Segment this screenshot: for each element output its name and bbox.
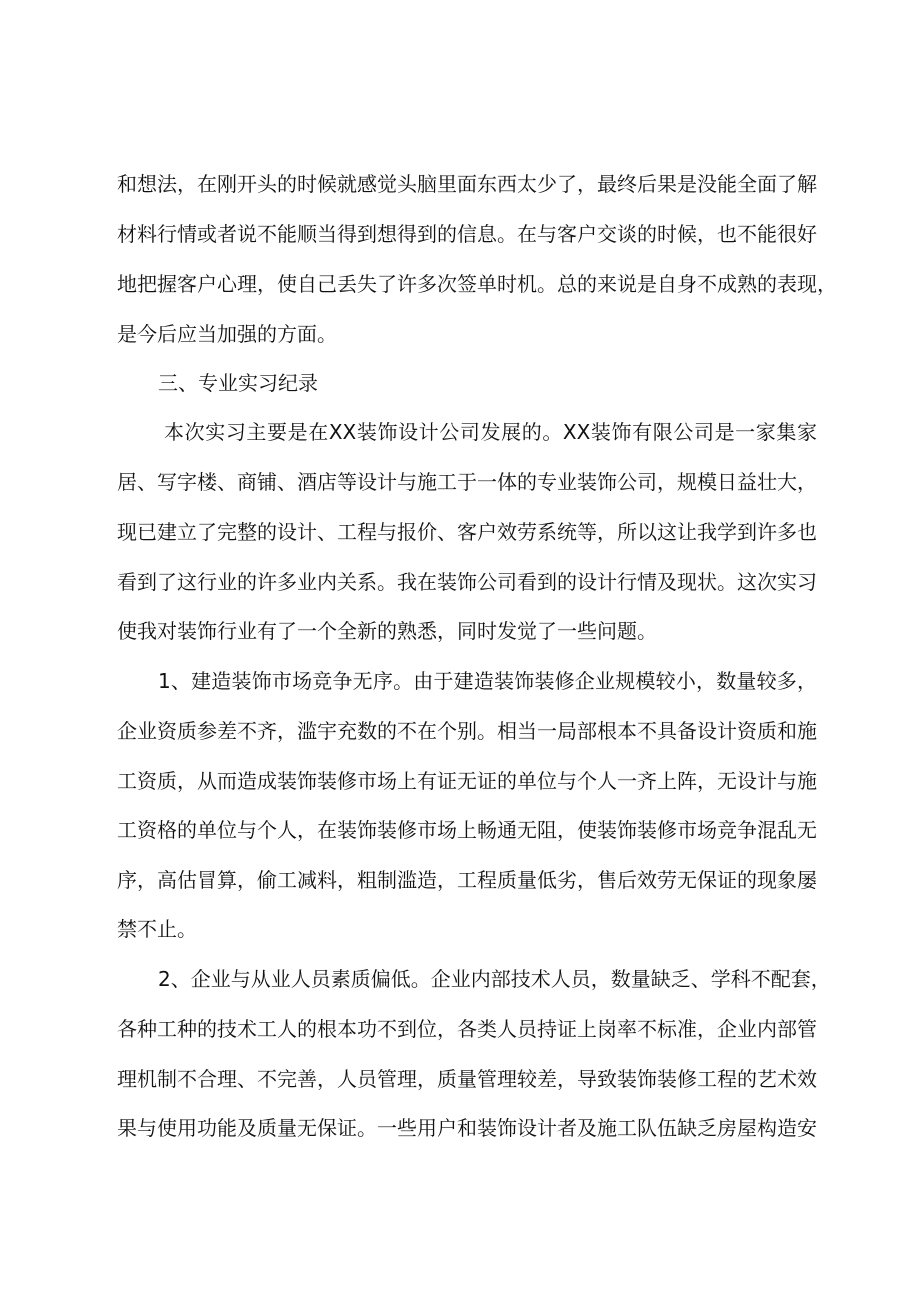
text-line-19: 理机制不合理、不完善，人员管理，质量管理较差，导致装饰装修工程的艺术效 xyxy=(117,1067,817,1091)
section-heading: 三、专业实习纪录 xyxy=(158,371,318,395)
text-line-4: 是今后应当加强的方面。 xyxy=(117,322,337,346)
text-line-12: 企业资质参差不齐，滥宇充数的不在个别。相当一局部根本不具备设计资质和施 xyxy=(117,719,817,743)
text-line-18: 各种工种的技术工人的根本功不到位，各类人员持证上岗率不标准，企业内部管 xyxy=(117,1017,817,1041)
text-line-20: 果与使用功能及质量无保证。一些用户和装饰设计者及施工队伍缺乏房屋构造安 xyxy=(117,1116,817,1140)
text-line-1: 和想法，在刚开头的时候就感觉头脑里面东西太少了，最终后果是没能全面了解 xyxy=(117,172,817,196)
text-line-9: 看到了这行业的许多业内关系。我在装饰公司看到的设计行情及现状。这次实习 xyxy=(117,570,817,594)
text-line-17: 2、企业与从业人员素质偏低。企业内部技术人员，数量缺乏、学科不配套， xyxy=(158,967,831,991)
text-line-15: 序，高估冒算，偷工减料，粗制滥造，工程质量低劣，售后效劳无保证的现象屡 xyxy=(117,868,817,892)
text-line-2: 材料行情或者说不能顺当得到想得到的信息。在与客户交谈的时候，也不能很好 xyxy=(117,222,817,246)
text-line-14: 工资格的单位与个人，在装饰装修市场上畅通无阻，使装饰装修市场竞争混乱无 xyxy=(117,818,817,842)
text-line-3: 地把握客户心理，使自己丢失了许多次签单时机。总的来说是自身不成熟的表现， xyxy=(117,272,837,296)
text-line-7: 居、写字楼、商铺、酒店等设计与施工于一体的专业装饰公司，规模日益壮大， xyxy=(117,470,817,494)
text-line-11: 1、建造装饰市场竞争无序。由于建造装饰装修企业规模较小，数量较多， xyxy=(158,669,817,693)
text-line-8: 现已建立了完整的设计、工程与报价、客户效劳系统等，所以这让我学到许多也 xyxy=(117,520,817,544)
text-line-16: 禁不止。 xyxy=(117,917,197,941)
text-line-13: 工资质，从而造成装饰装修市场上有证无证的单位与个人一齐上阵，无设计与施 xyxy=(117,769,817,793)
text-line-6: 本次实习主要是在XX装饰设计公司发展的。XX装饰有限公司是一家集家 xyxy=(164,420,817,444)
text-line-10: 使我对装饰行业有了一个全新的熟悉，同时发觉了一些问题。 xyxy=(117,619,657,643)
